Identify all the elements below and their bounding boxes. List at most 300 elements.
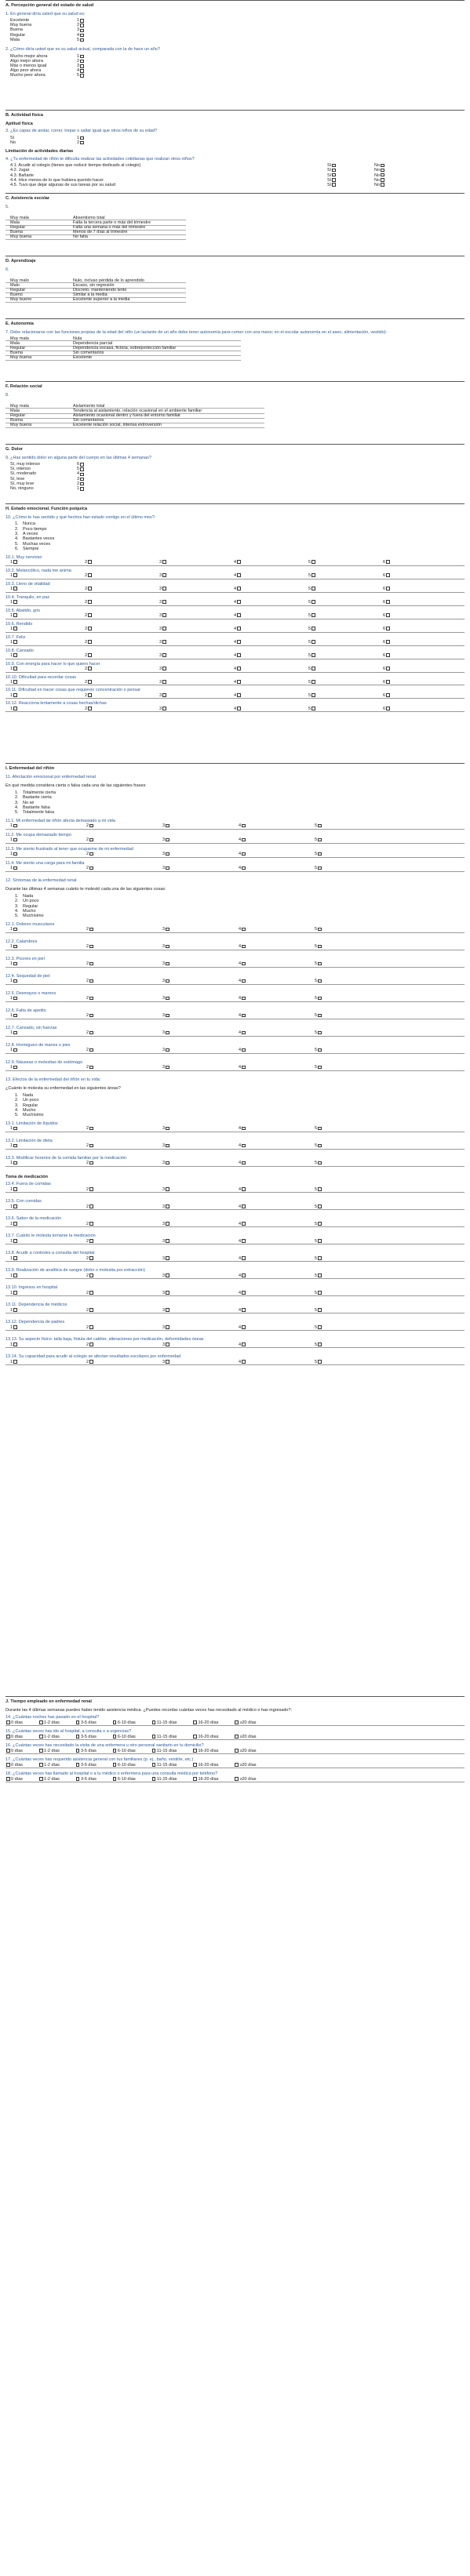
item-label: 18. ¿Cuántas veces has llamado al hospital o a tu médico o enfermera para una consulta médica por teléfono? — [5, 1771, 218, 1777]
checkbox[interactable] — [89, 1291, 93, 1295]
section-c — [5, 193, 465, 256]
checkbox[interactable] — [242, 824, 246, 828]
answer-option — [315, 996, 391, 1001]
checkbox[interactable] — [80, 74, 84, 78]
checkbox[interactable] — [242, 962, 246, 966]
checkbox[interactable] — [88, 600, 92, 604]
checkbox[interactable] — [237, 613, 241, 617]
checkbox[interactable] — [80, 141, 84, 145]
checkbox[interactable] — [237, 680, 241, 684]
checkbox[interactable] — [162, 560, 166, 564]
checkbox[interactable] — [386, 707, 390, 710]
checkbox[interactable] — [312, 560, 315, 564]
checkbox[interactable] — [13, 1222, 17, 1226]
checkbox[interactable] — [242, 1273, 246, 1277]
checkbox[interactable] — [166, 997, 169, 1001]
checkbox[interactable] — [318, 1144, 322, 1148]
checkbox[interactable] — [166, 867, 169, 870]
checkbox[interactable] — [318, 979, 322, 983]
checkbox[interactable] — [166, 1066, 169, 1070]
checkbox[interactable] — [13, 1187, 17, 1191]
scale-number: 2. — [15, 795, 19, 801]
checkbox[interactable] — [318, 852, 322, 856]
checkbox[interactable] — [318, 1204, 322, 1208]
checkbox[interactable] — [162, 613, 166, 617]
checkbox[interactable] — [13, 1360, 17, 1364]
answer-number: 2 — [85, 600, 88, 605]
rating-label: Buena — [10, 230, 23, 235]
checkbox[interactable] — [166, 928, 169, 932]
checkbox[interactable] — [318, 1273, 322, 1277]
checkbox[interactable] — [13, 867, 17, 870]
checkbox[interactable] — [13, 627, 17, 630]
checkbox[interactable] — [80, 487, 84, 491]
checkbox[interactable] — [13, 693, 17, 697]
checkbox[interactable] — [318, 1161, 322, 1165]
checkbox[interactable] — [166, 1222, 169, 1226]
checkbox[interactable] — [386, 560, 390, 564]
checkbox[interactable] — [89, 824, 93, 828]
checkbox[interactable] — [89, 1161, 93, 1165]
checkbox[interactable] — [89, 1187, 93, 1191]
answer-option — [10, 1187, 86, 1193]
checkbox[interactable] — [13, 1308, 17, 1312]
checkbox[interactable] — [381, 169, 384, 173]
checkbox[interactable] — [381, 183, 384, 187]
checkbox[interactable] — [89, 1273, 93, 1277]
section-title: G. Dolor — [5, 447, 24, 452]
checkbox[interactable] — [242, 1187, 246, 1191]
checkbox[interactable] — [242, 1144, 246, 1148]
checkbox[interactable] — [318, 962, 322, 966]
checkbox[interactable] — [166, 1187, 169, 1191]
checkbox[interactable] — [166, 945, 169, 949]
checkbox[interactable] — [242, 838, 246, 842]
section-g — [5, 444, 465, 503]
checkbox[interactable] — [162, 680, 166, 684]
checkbox[interactable] — [162, 587, 166, 590]
checkbox[interactable] — [13, 653, 17, 657]
checkbox[interactable] — [386, 573, 390, 577]
checkbox[interactable] — [80, 64, 84, 68]
checkbox[interactable] — [318, 1048, 322, 1052]
checkbox[interactable] — [166, 1273, 169, 1277]
checkbox[interactable] — [88, 653, 92, 657]
checkbox[interactable] — [13, 962, 17, 966]
checkbox[interactable] — [237, 560, 241, 564]
checkbox[interactable] — [237, 600, 241, 604]
section-title: J. Tiempo empleado en enfermedad renal — [5, 1699, 92, 1704]
checkbox[interactable] — [166, 1204, 169, 1208]
checkbox[interactable] — [332, 178, 336, 182]
answer-number: 4 — [239, 1013, 242, 1019]
answer-option — [383, 627, 414, 632]
checkbox[interactable] — [318, 1239, 322, 1243]
checkbox[interactable] — [242, 1222, 246, 1226]
checkbox[interactable] — [318, 867, 322, 870]
checkbox[interactable] — [88, 707, 92, 710]
rating-description: Discreto, manteniendo lento — [73, 287, 127, 292]
checkbox[interactable] — [318, 945, 322, 949]
checkbox[interactable] — [386, 653, 390, 657]
checkbox[interactable] — [166, 1325, 169, 1329]
answer-number: 3 — [162, 1030, 166, 1036]
checkbox[interactable] — [89, 867, 93, 870]
checkbox[interactable] — [242, 1127, 246, 1131]
checkbox[interactable] — [89, 1048, 93, 1052]
checkbox[interactable] — [386, 587, 390, 590]
checkbox[interactable] — [386, 680, 390, 684]
answer-option — [38, 1749, 60, 1754]
checkbox[interactable] — [237, 573, 241, 577]
answer-option — [239, 1359, 318, 1365]
checkbox[interactable] — [162, 693, 166, 697]
checkbox[interactable] — [89, 1144, 93, 1148]
checkbox[interactable] — [386, 613, 390, 617]
checkbox[interactable] — [89, 1239, 93, 1243]
checkbox[interactable] — [88, 587, 92, 590]
checkbox[interactable] — [162, 640, 166, 644]
checkbox[interactable] — [88, 560, 92, 564]
checkbox[interactable] — [80, 467, 84, 471]
rating-label: Muy mala — [10, 403, 29, 409]
checkbox[interactable] — [318, 928, 322, 932]
checkbox[interactable] — [13, 1031, 17, 1035]
rating-label: Buena — [10, 418, 23, 423]
answer-option — [239, 1290, 318, 1296]
answer-option — [234, 587, 308, 592]
scale-number: 4. — [15, 1108, 19, 1114]
checkbox[interactable] — [166, 1014, 169, 1018]
checkbox[interactable] — [162, 573, 166, 577]
checkbox[interactable] — [312, 680, 315, 684]
checkbox[interactable] — [80, 19, 84, 23]
checkbox[interactable] — [312, 600, 315, 604]
checkbox[interactable] — [242, 852, 246, 856]
checkbox[interactable] — [318, 1342, 322, 1346]
checkbox[interactable] — [381, 173, 384, 177]
checkbox[interactable] — [13, 613, 17, 617]
checkbox[interactable] — [13, 852, 17, 856]
checkbox[interactable] — [89, 838, 93, 842]
checkbox[interactable] — [242, 1048, 246, 1052]
checkbox[interactable] — [312, 667, 315, 670]
item-label: 16. ¿Cuántas veces has necesitado la visita de una enfermera u otro personal sanitario en tu domicilio? — [5, 1743, 204, 1749]
checkbox[interactable] — [237, 587, 241, 590]
scale-number: 6. — [15, 547, 19, 552]
checkbox[interactable] — [13, 945, 17, 949]
answer-option — [234, 613, 308, 619]
checkbox[interactable] — [88, 640, 92, 644]
scale-row — [5, 914, 465, 919]
checkbox[interactable] — [89, 945, 93, 949]
answer-label: 0 días — [9, 1748, 24, 1753]
checkbox[interactable] — [332, 173, 336, 177]
checkbox[interactable] — [318, 1014, 322, 1018]
answer-number: 1 — [10, 573, 13, 579]
answer-row — [5, 680, 465, 685]
checkbox[interactable] — [242, 1066, 246, 1070]
checkbox[interactable] — [318, 1066, 322, 1070]
answer-number: 5 — [308, 600, 312, 605]
checkbox[interactable] — [386, 667, 390, 670]
answer-number: 1 — [10, 653, 13, 659]
checkbox[interactable] — [166, 1239, 169, 1243]
checkbox[interactable] — [88, 613, 92, 617]
checkbox[interactable] — [89, 1308, 93, 1312]
checkbox[interactable] — [312, 640, 315, 644]
checkbox[interactable] — [80, 60, 84, 64]
checkbox[interactable] — [89, 1342, 93, 1346]
checkbox[interactable] — [318, 1308, 322, 1312]
checkbox[interactable] — [89, 1325, 93, 1329]
answer-number: 1 — [10, 1290, 13, 1295]
checkbox[interactable] — [162, 600, 166, 604]
checkbox[interactable] — [13, 680, 17, 684]
checkbox[interactable] — [386, 693, 390, 697]
checkbox[interactable] — [80, 34, 84, 38]
checkbox[interactable] — [162, 627, 166, 630]
checkbox[interactable] — [13, 640, 17, 644]
checkbox[interactable] — [13, 838, 17, 842]
checkbox[interactable] — [318, 838, 322, 842]
checkbox[interactable] — [166, 1360, 169, 1364]
answer-option — [315, 1030, 391, 1036]
answer-label: ≥20 días — [238, 1720, 257, 1725]
checkbox[interactable] — [318, 1360, 322, 1364]
checkbox[interactable] — [312, 693, 315, 697]
checkbox[interactable] — [89, 1066, 93, 1070]
checkbox[interactable] — [166, 1144, 169, 1148]
answer-option — [308, 627, 386, 632]
checkbox[interactable] — [332, 169, 336, 173]
answer-row — [5, 996, 465, 1001]
answer-option — [86, 1065, 162, 1070]
checkbox[interactable] — [242, 1204, 246, 1208]
answer-row — [5, 667, 465, 671]
checkbox[interactable] — [242, 997, 246, 1001]
checkbox[interactable] — [80, 69, 84, 73]
checkbox[interactable] — [80, 482, 84, 486]
answer-number: 5 — [308, 653, 312, 659]
checkbox[interactable] — [166, 852, 169, 856]
no-label: No — [374, 177, 381, 183]
checkbox[interactable] — [242, 1239, 246, 1243]
checkbox[interactable] — [13, 1273, 17, 1277]
checkbox[interactable] — [318, 1291, 322, 1295]
answer-option — [162, 1143, 242, 1149]
checkbox[interactable] — [13, 560, 17, 564]
checkbox[interactable] — [318, 1325, 322, 1329]
checkbox[interactable] — [13, 573, 17, 577]
scale-item — [5, 939, 465, 950]
checkbox[interactable] — [13, 1204, 17, 1208]
checkbox[interactable] — [242, 1256, 246, 1260]
answer-option — [315, 1048, 391, 1053]
checkbox[interactable] — [242, 1014, 246, 1018]
checkbox[interactable] — [237, 707, 241, 710]
checkbox[interactable] — [13, 1256, 17, 1260]
answer-option — [239, 1342, 318, 1348]
checkbox[interactable] — [13, 587, 17, 590]
checkbox[interactable] — [89, 1127, 93, 1131]
checkbox[interactable] — [166, 1127, 169, 1131]
checkbox[interactable] — [242, 867, 246, 870]
checkbox[interactable] — [242, 1291, 246, 1295]
checkbox[interactable] — [88, 680, 92, 684]
answer-number: 5 — [308, 680, 312, 685]
checkbox[interactable] — [386, 640, 390, 644]
checkbox[interactable] — [312, 707, 315, 710]
checkbox[interactable] — [89, 1222, 93, 1226]
checkbox[interactable] — [242, 928, 246, 932]
checkbox[interactable] — [318, 1222, 322, 1226]
checkbox[interactable] — [13, 1342, 17, 1346]
checkbox[interactable] — [89, 852, 93, 856]
answer-option — [10, 600, 88, 605]
checkbox[interactable] — [237, 627, 241, 630]
checkbox[interactable] — [166, 1048, 169, 1052]
checkbox[interactable] — [332, 164, 336, 168]
checkbox[interactable] — [89, 1014, 93, 1018]
checkbox[interactable] — [166, 962, 169, 966]
checkbox[interactable] — [162, 653, 166, 657]
checkbox[interactable] — [13, 1014, 17, 1018]
answer-number: 4 — [239, 1030, 242, 1036]
section-title: C. Asistencia escolar — [5, 196, 50, 201]
checkbox[interactable] — [80, 136, 84, 140]
checkbox[interactable] — [166, 1031, 169, 1035]
checkbox[interactable] — [13, 824, 17, 828]
checkbox[interactable] — [88, 573, 92, 577]
scale-item — [5, 595, 465, 606]
checkbox[interactable] — [318, 824, 322, 828]
scale-item — [5, 1354, 465, 1365]
checkbox[interactable] — [318, 1187, 322, 1191]
checkbox[interactable] — [13, 667, 17, 670]
checkbox[interactable] — [242, 1161, 246, 1165]
checkbox[interactable] — [13, 1239, 17, 1243]
checkbox[interactable] — [13, 707, 17, 710]
checkbox[interactable] — [381, 164, 384, 168]
checkbox[interactable] — [89, 1360, 93, 1364]
scale-item — [5, 569, 465, 580]
checkbox[interactable] — [312, 653, 315, 657]
checkbox[interactable] — [166, 1308, 169, 1312]
checkbox[interactable] — [166, 979, 169, 983]
checkbox[interactable] — [166, 1342, 169, 1346]
checkbox[interactable] — [242, 1342, 246, 1346]
scale-number: 3. — [15, 800, 19, 805]
checkbox[interactable] — [89, 1031, 93, 1035]
checkbox[interactable] — [13, 1144, 17, 1148]
checkbox[interactable] — [80, 38, 84, 42]
checkbox[interactable] — [242, 1360, 246, 1364]
checkbox[interactable] — [318, 1127, 322, 1131]
checkbox[interactable] — [386, 627, 390, 630]
checkbox[interactable] — [13, 1325, 17, 1329]
checkbox[interactable] — [381, 178, 384, 182]
checkbox[interactable] — [13, 1127, 17, 1131]
checkbox[interactable] — [312, 613, 315, 617]
checkbox[interactable] — [88, 693, 92, 697]
checkbox[interactable] — [13, 1066, 17, 1070]
checkbox[interactable] — [242, 979, 246, 983]
answer-option — [86, 1291, 162, 1296]
checkbox[interactable] — [13, 600, 17, 604]
checkbox[interactable] — [89, 979, 93, 983]
item-list — [5, 1121, 465, 1167]
checkbox[interactable] — [312, 587, 315, 590]
checkbox[interactable] — [237, 693, 241, 697]
item-label: 13.10. Ingresos en hospital — [5, 1285, 58, 1291]
checkbox[interactable] — [13, 1048, 17, 1052]
checkbox[interactable] — [242, 945, 246, 949]
answer-number: 4 — [239, 1126, 242, 1132]
checkbox[interactable] — [166, 824, 169, 828]
checkbox[interactable] — [80, 29, 84, 33]
checkbox[interactable] — [312, 627, 315, 630]
checkbox[interactable] — [166, 838, 169, 842]
checkbox[interactable] — [318, 1256, 322, 1260]
checkbox[interactable] — [80, 463, 84, 467]
checkbox[interactable] — [88, 627, 92, 630]
checkbox[interactable] — [242, 1031, 246, 1035]
checkbox[interactable] — [237, 653, 241, 657]
checkbox[interactable] — [312, 573, 315, 577]
item-label: 11.1. Mi enfermedad de riñón afecta demasiado a mi vida — [5, 818, 115, 823]
checkbox[interactable] — [242, 1325, 246, 1329]
checkbox[interactable] — [13, 928, 17, 932]
checkbox[interactable] — [13, 1291, 17, 1295]
checkbox[interactable] — [237, 667, 241, 670]
checkbox[interactable] — [166, 1256, 169, 1260]
checkbox[interactable] — [386, 600, 390, 604]
checkbox[interactable] — [166, 1291, 169, 1295]
checkbox[interactable] — [13, 979, 17, 983]
answer-number: 3 — [159, 706, 162, 711]
checkbox[interactable] — [89, 997, 93, 1001]
answer-number: 2 — [86, 979, 89, 984]
scale-item — [5, 1251, 465, 1262]
checkbox[interactable] — [162, 707, 166, 710]
checkbox[interactable] — [89, 1204, 93, 1208]
answer-option — [308, 680, 386, 685]
scale-label: No sé — [23, 800, 35, 805]
checkbox[interactable] — [318, 1031, 322, 1035]
answer-option — [86, 1187, 162, 1193]
checkbox[interactable] — [13, 1161, 17, 1165]
checkbox[interactable] — [88, 667, 92, 670]
checkbox[interactable] — [89, 962, 93, 966]
checkbox[interactable] — [166, 1161, 169, 1165]
checkbox[interactable] — [332, 183, 336, 187]
checkbox[interactable] — [80, 55, 84, 59]
checkbox[interactable] — [237, 640, 241, 644]
answer-option — [85, 560, 159, 565]
checkbox[interactable] — [80, 473, 84, 477]
checkbox[interactable] — [89, 1256, 93, 1260]
checkbox[interactable] — [13, 997, 17, 1001]
time-question — [5, 1729, 465, 1740]
checkbox[interactable] — [242, 1308, 246, 1312]
checkbox[interactable] — [80, 478, 84, 481]
checkbox[interactable] — [89, 928, 93, 932]
checkbox[interactable] — [80, 24, 84, 27]
checkbox[interactable] — [318, 997, 322, 1001]
checkbox[interactable] — [162, 667, 166, 670]
answer-label: 3-5 días — [79, 1776, 97, 1782]
